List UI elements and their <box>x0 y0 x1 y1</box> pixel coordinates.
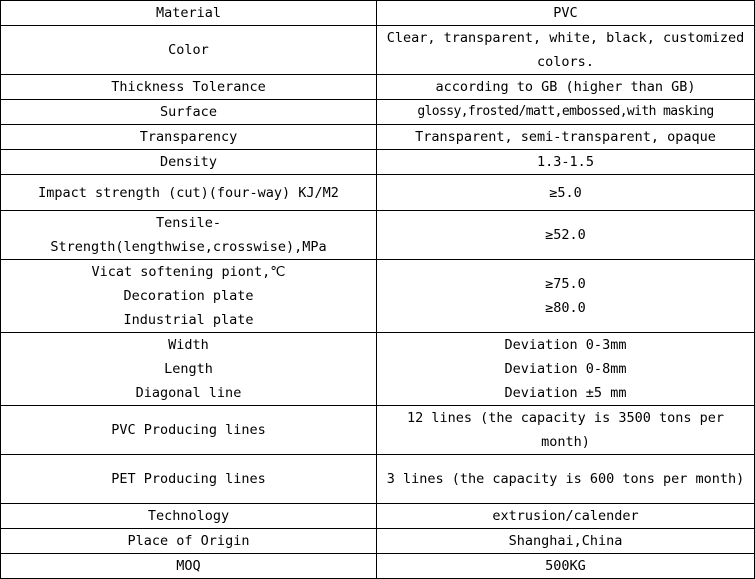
label-text: Impact strength (cut)(four-way) KJ/M2 <box>38 184 339 201</box>
table-row <box>1 260 755 333</box>
label-cell <box>1 150 377 175</box>
label-cell <box>1 504 377 529</box>
table-row <box>1 100 755 125</box>
value-text: extrusion/calender <box>492 508 639 524</box>
label-text: Industrial plate <box>123 312 254 328</box>
label-text: Surface <box>160 104 217 120</box>
label-cell <box>1 260 377 333</box>
value-cell <box>377 125 755 150</box>
value-cell <box>377 211 755 260</box>
value-cell <box>377 100 755 125</box>
label-cell <box>1 406 377 455</box>
label-cell <box>1 554 377 579</box>
label-cell <box>1 75 377 100</box>
label-text: Tensile- <box>155 215 222 231</box>
value-text: ≥5.0 <box>549 184 582 201</box>
label-text: Material <box>155 5 222 21</box>
label-cell <box>1 125 377 150</box>
label-text: Technology <box>147 508 230 524</box>
value-text: 12 lines (the capacity is 3500 tons per month) <box>407 410 724 450</box>
value-text: 1.3-1.5 <box>537 154 594 170</box>
label-text: Place of Origin <box>127 533 250 549</box>
label-cell <box>1 100 377 125</box>
value-cell <box>377 1 755 26</box>
value-text: Deviation ±5 mm <box>504 385 627 401</box>
label-text: Vicat softening piont,℃ <box>91 264 286 280</box>
table-row <box>1 211 755 260</box>
label-text: Transparency <box>139 129 238 145</box>
table-row <box>1 75 755 100</box>
value-cell <box>377 75 755 100</box>
table-row <box>1 504 755 529</box>
table-row <box>1 125 755 150</box>
table-row <box>1 333 755 406</box>
label-cell <box>1 333 377 406</box>
label-text: MOQ <box>176 558 201 574</box>
table-row <box>1 406 755 455</box>
table-row <box>1 554 755 579</box>
value-cell <box>377 175 755 211</box>
label-text: Decoration plate <box>123 288 254 304</box>
value-text: glossy,frosted/matt,embossed,with masking <box>417 104 714 119</box>
value-cell <box>377 455 755 504</box>
value-text: ≥52.0 <box>545 227 586 243</box>
value-text: Clear, transparent, white, black, customized colors. <box>386 30 745 70</box>
table-row <box>1 455 755 504</box>
value-text: Shanghai,China <box>508 533 623 549</box>
value-cell <box>377 333 755 406</box>
value-cell <box>377 504 755 529</box>
label-text: Density <box>160 154 217 170</box>
label-cell <box>1 175 377 211</box>
value-text: ≥80.0 <box>545 300 586 316</box>
value-cell <box>377 529 755 554</box>
label-cell <box>1 211 377 260</box>
value-text: 3 lines (the capacity is 600 tons per month) <box>386 471 745 487</box>
value-text: Deviation 0-3mm <box>504 337 627 353</box>
label-cell <box>1 26 377 75</box>
value-text: Deviation 0-8mm <box>504 361 627 377</box>
label-text: Strength(lengthwise,crosswise),MPa <box>50 239 327 255</box>
table-row <box>1 175 755 211</box>
value-cell <box>377 26 755 75</box>
label-text: PVC Producing lines <box>111 422 266 438</box>
value-text: 500KG <box>545 558 586 574</box>
value-cell <box>377 260 755 333</box>
label-cell <box>1 455 377 504</box>
table-row <box>1 1 755 26</box>
value-text: according to GB (higher than GB) <box>435 79 696 95</box>
label-text: Thickness Tolerance <box>111 79 266 95</box>
table-row <box>1 26 755 75</box>
label-text: PET Producing lines <box>111 471 266 487</box>
label-text: Color <box>168 42 209 58</box>
value-text: ≥75.0 <box>545 276 586 292</box>
label-cell <box>1 529 377 554</box>
value-text: PVC <box>553 5 578 21</box>
label-text: Diagonal line <box>135 385 242 401</box>
table-row <box>1 150 755 175</box>
value-cell <box>377 406 755 455</box>
label-cell <box>1 1 377 26</box>
table-row <box>1 529 755 554</box>
value-text: Transparent, semi-transparent, opaque <box>415 129 716 145</box>
value-cell <box>377 150 755 175</box>
label-text: Width <box>168 337 209 353</box>
label-text: Length <box>164 361 213 377</box>
value-cell <box>377 554 755 579</box>
